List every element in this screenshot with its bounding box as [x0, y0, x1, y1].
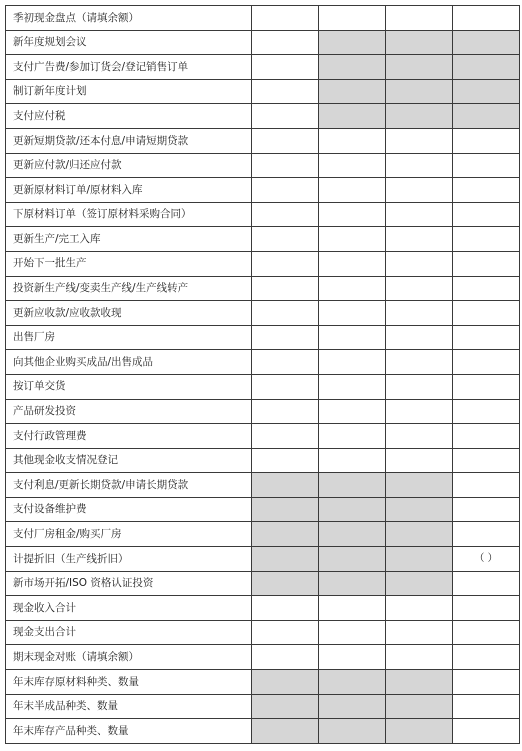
table-row: [6, 448, 520, 473]
shaded-cell: [453, 104, 520, 129]
shaded-cell: [386, 694, 453, 719]
entry-cell[interactable]: [252, 6, 319, 31]
note-cell[interactable]: （ ）: [453, 547, 520, 572]
entry-cell[interactable]: [252, 325, 319, 350]
table-row: [6, 79, 520, 104]
entry-cell[interactable]: [453, 202, 520, 227]
entry-cell[interactable]: [453, 596, 520, 621]
shaded-cell: [386, 30, 453, 55]
entry-cell[interactable]: [453, 620, 520, 645]
entry-cell[interactable]: [319, 620, 386, 645]
table-row: [6, 276, 520, 301]
entry-cell[interactable]: [252, 227, 319, 252]
shaded-cell: [386, 571, 453, 596]
table-row: [6, 374, 520, 399]
shaded-cell: [386, 473, 453, 498]
entry-cell[interactable]: [386, 276, 453, 301]
entry-cell[interactable]: [252, 645, 319, 670]
entry-cell[interactable]: [453, 424, 520, 449]
shaded-cell: [319, 79, 386, 104]
shaded-cell: [319, 719, 386, 744]
table-row: [6, 547, 520, 572]
row-label: 期末现金对账（请填余额）: [6, 645, 252, 670]
row-label: 更新原材料订单/原材料入库: [6, 178, 252, 203]
entry-cell[interactable]: [386, 128, 453, 153]
entry-cell[interactable]: [319, 227, 386, 252]
entry-cell[interactable]: [453, 301, 520, 326]
table-row: [6, 719, 520, 744]
entry-cell[interactable]: [453, 178, 520, 203]
table-row: [6, 202, 520, 227]
shaded-cell: [252, 719, 319, 744]
entry-cell[interactable]: [252, 202, 319, 227]
row-label: 其他现金收支情况登记: [6, 448, 252, 473]
entry-cell[interactable]: [386, 227, 453, 252]
entry-cell[interactable]: [252, 30, 319, 55]
entry-cell[interactable]: [386, 350, 453, 375]
entry-cell[interactable]: [252, 251, 319, 276]
row-label: 支付设备维护费: [6, 497, 252, 522]
entry-cell[interactable]: [386, 325, 453, 350]
entry-cell[interactable]: [252, 596, 319, 621]
table-row: [6, 670, 520, 695]
shaded-cell: [319, 670, 386, 695]
entry-cell[interactable]: [252, 620, 319, 645]
table-row: [6, 694, 520, 719]
table-row: [6, 227, 520, 252]
entry-cell[interactable]: [453, 251, 520, 276]
shaded-cell: [453, 30, 520, 55]
row-label: 按订单交货: [6, 374, 252, 399]
entry-cell[interactable]: [453, 153, 520, 178]
entry-cell[interactable]: [453, 399, 520, 424]
entry-cell[interactable]: [252, 399, 319, 424]
table-row: [6, 350, 520, 375]
entry-cell[interactable]: [319, 276, 386, 301]
entry-cell[interactable]: [453, 227, 520, 252]
shaded-cell: [252, 497, 319, 522]
entry-cell[interactable]: [453, 276, 520, 301]
row-label: 支付厂房租金/购买厂房: [6, 522, 252, 547]
row-label: 现金支出合计: [6, 620, 252, 645]
entry-cell[interactable]: [386, 424, 453, 449]
entry-cell[interactable]: [386, 645, 453, 670]
table-row: [6, 128, 520, 153]
row-label: 年末库存原材料种类、数量: [6, 670, 252, 695]
row-label: 更新生产/完工入库: [6, 227, 252, 252]
row-label: 更新短期贷款/还本付息/申请短期贷款: [6, 128, 252, 153]
shaded-cell: [252, 547, 319, 572]
entry-cell[interactable]: [386, 374, 453, 399]
entry-cell[interactable]: [319, 399, 386, 424]
entry-cell[interactable]: [453, 6, 520, 31]
table-row: [6, 153, 520, 178]
row-label: 年末半成品种类、数量: [6, 694, 252, 719]
table-row: [6, 325, 520, 350]
entry-cell[interactable]: [319, 251, 386, 276]
shaded-cell: [386, 104, 453, 129]
shaded-cell: [319, 55, 386, 80]
entry-cell[interactable]: [319, 596, 386, 621]
entry-cell[interactable]: [252, 55, 319, 80]
shaded-cell: [386, 719, 453, 744]
entry-cell[interactable]: [386, 153, 453, 178]
entry-cell[interactable]: [319, 424, 386, 449]
entry-cell[interactable]: [252, 276, 319, 301]
shaded-cell: [386, 670, 453, 695]
shaded-cell: [319, 571, 386, 596]
entry-cell[interactable]: [252, 448, 319, 473]
ledger-table: [5, 5, 520, 744]
row-label: 产品研发投资: [6, 399, 252, 424]
shaded-cell: [252, 670, 319, 695]
entry-cell[interactable]: [453, 719, 520, 744]
shaded-cell: [453, 55, 520, 80]
shaded-cell: [386, 522, 453, 547]
shaded-cell: [252, 473, 319, 498]
shaded-cell: [252, 571, 319, 596]
shaded-cell: [319, 497, 386, 522]
entry-cell[interactable]: [453, 374, 520, 399]
entry-cell[interactable]: [252, 128, 319, 153]
shaded-cell: [252, 522, 319, 547]
entry-cell[interactable]: [453, 670, 520, 695]
row-label: 季初现金盘点（请填余额）: [6, 6, 252, 31]
entry-cell[interactable]: [453, 350, 520, 375]
entry-cell[interactable]: [453, 128, 520, 153]
row-label: 新年度规划会议: [6, 30, 252, 55]
table-row: [6, 620, 520, 645]
table-row: [6, 30, 520, 55]
entry-cell[interactable]: [453, 448, 520, 473]
row-label: 投资新生产线/变卖生产线/生产线转产: [6, 276, 252, 301]
row-label: 制订新年度计划: [6, 79, 252, 104]
entry-cell[interactable]: [319, 178, 386, 203]
entry-cell[interactable]: [386, 399, 453, 424]
shaded-cell: [319, 522, 386, 547]
entry-cell[interactable]: [453, 497, 520, 522]
entry-cell[interactable]: [386, 202, 453, 227]
row-label: 更新应收款/应收款收现: [6, 301, 252, 326]
shaded-cell: [386, 497, 453, 522]
entry-cell[interactable]: [252, 104, 319, 129]
table-row: [6, 571, 520, 596]
shaded-cell: [319, 473, 386, 498]
table-row: [6, 424, 520, 449]
row-label: 出售厂房: [6, 325, 252, 350]
shaded-cell: [386, 79, 453, 104]
entry-cell[interactable]: [386, 620, 453, 645]
entry-cell[interactable]: [319, 448, 386, 473]
entry-cell[interactable]: [386, 6, 453, 31]
entry-cell[interactable]: [386, 301, 453, 326]
row-label: 支付利息/更新长期贷款/申请长期贷款: [6, 473, 252, 498]
entry-cell[interactable]: [319, 325, 386, 350]
shaded-cell: [319, 694, 386, 719]
entry-cell[interactable]: [319, 301, 386, 326]
row-label: 下原材料订单（签订原材料采购合同）: [6, 202, 252, 227]
entry-cell[interactable]: [252, 178, 319, 203]
table-row: [6, 104, 520, 129]
entry-cell[interactable]: [252, 350, 319, 375]
entry-cell[interactable]: [453, 522, 520, 547]
entry-cell[interactable]: [386, 178, 453, 203]
entry-cell[interactable]: [453, 325, 520, 350]
row-label: 现金收入合计: [6, 596, 252, 621]
row-label: 支付广告费/参加订货会/登记销售订单: [6, 55, 252, 80]
table-row: [6, 399, 520, 424]
row-label: 开始下一批生产: [6, 251, 252, 276]
shaded-cell: [386, 55, 453, 80]
row-label: 更新应付款/归还应付款: [6, 153, 252, 178]
entry-cell[interactable]: [453, 571, 520, 596]
entry-cell[interactable]: [252, 301, 319, 326]
shaded-cell: [453, 79, 520, 104]
shaded-cell: [252, 694, 319, 719]
entry-cell[interactable]: [319, 6, 386, 31]
table-row: [6, 645, 520, 670]
table-row: [6, 55, 520, 80]
entry-cell[interactable]: [386, 448, 453, 473]
table-row: [6, 178, 520, 203]
row-label: 支付行政管理费: [6, 424, 252, 449]
row-label: 支付应付税: [6, 104, 252, 129]
entry-cell[interactable]: [252, 79, 319, 104]
entry-cell[interactable]: [319, 645, 386, 670]
entry-cell[interactable]: [319, 374, 386, 399]
entry-cell[interactable]: [453, 645, 520, 670]
table-row: [6, 251, 520, 276]
row-label: 计提折旧（生产线折旧）: [6, 547, 252, 572]
table-row: [6, 522, 520, 547]
row-label: 年末库存产品种类、数量: [6, 719, 252, 744]
table-row: [6, 497, 520, 522]
entry-cell[interactable]: [386, 251, 453, 276]
entry-cell[interactable]: [319, 202, 386, 227]
entry-cell[interactable]: [252, 374, 319, 399]
entry-cell[interactable]: [319, 128, 386, 153]
table-row: [6, 473, 520, 498]
entry-cell[interactable]: [386, 596, 453, 621]
table-row: [6, 6, 520, 31]
entry-cell[interactable]: [453, 473, 520, 498]
entry-cell[interactable]: [453, 694, 520, 719]
shaded-cell: [319, 547, 386, 572]
entry-cell[interactable]: [252, 424, 319, 449]
ledger-body: [6, 6, 520, 744]
entry-cell[interactable]: [252, 153, 319, 178]
row-label: 向其他企业购买成品/出售成品: [6, 350, 252, 375]
shaded-cell: [319, 104, 386, 129]
entry-cell[interactable]: [319, 153, 386, 178]
entry-cell[interactable]: [319, 350, 386, 375]
shaded-cell: [386, 547, 453, 572]
shaded-cell: [319, 30, 386, 55]
table-row: [6, 301, 520, 326]
table-row: [6, 596, 520, 621]
row-label: 新市场开拓/ISO 资格认证投资: [6, 571, 252, 596]
